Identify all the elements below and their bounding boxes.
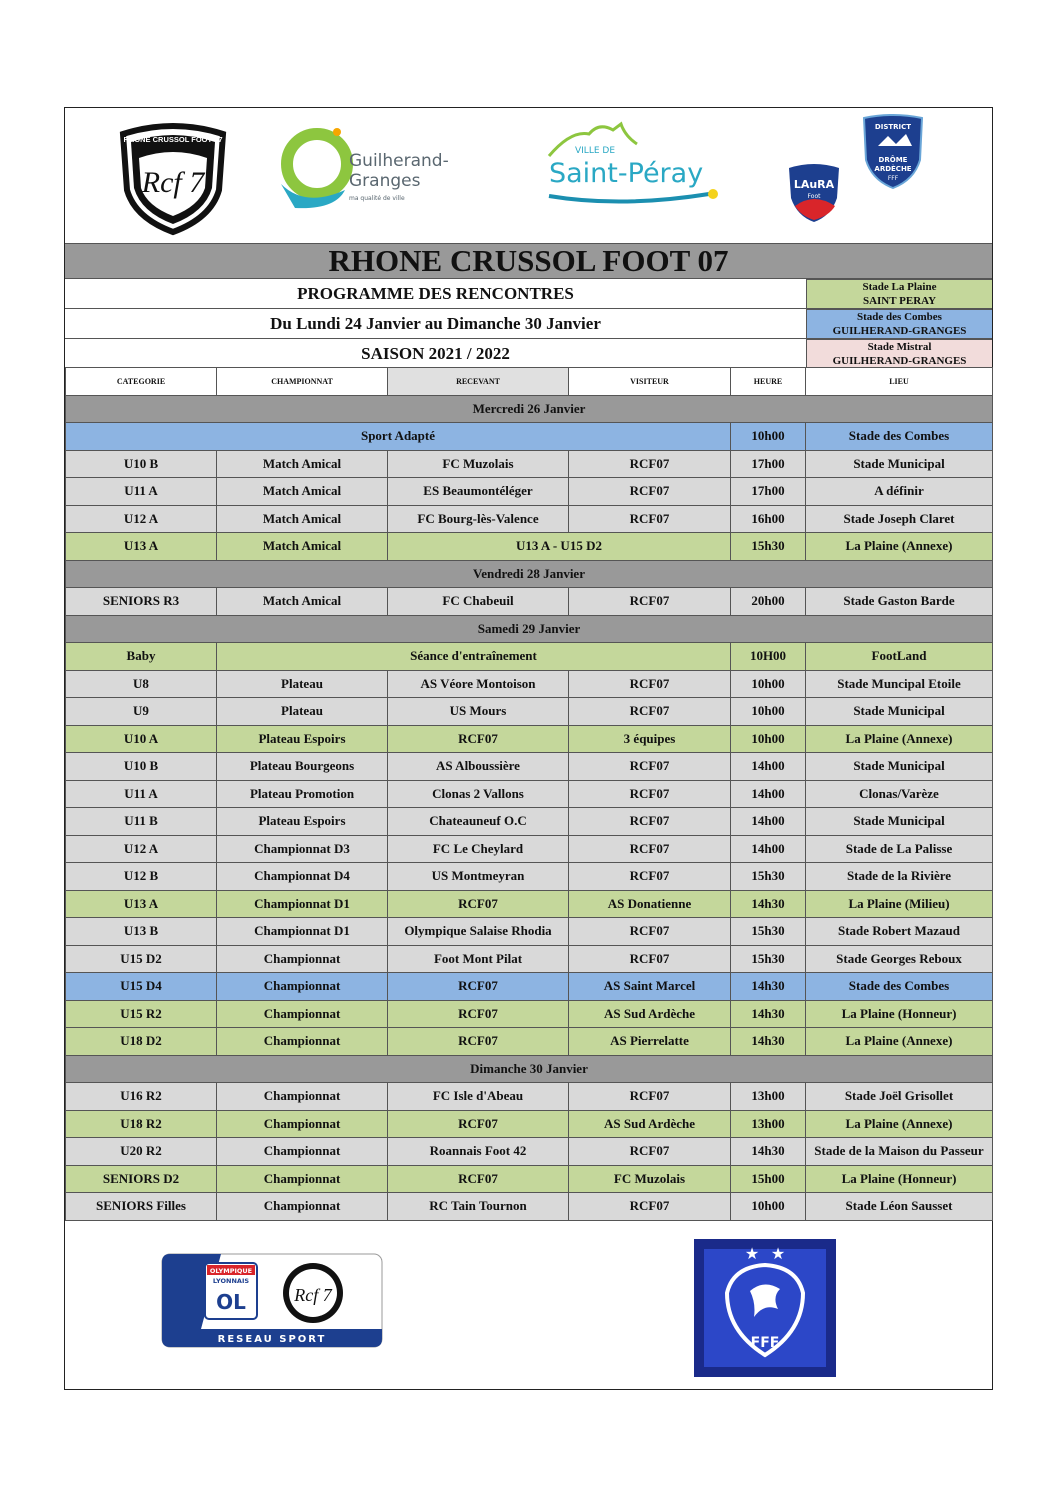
date-range: Du Lundi 24 Janvier au Dimanche 30 Janvier: [65, 309, 806, 339]
categorie-cell: U8: [66, 670, 217, 698]
club-title: RHONE CRUSSOL FOOT 07: [65, 243, 992, 279]
lieu-cell: Stade Georges Reboux: [806, 945, 993, 973]
recevant-cell: FC Le Cheylard: [388, 835, 569, 863]
lieu-cell: Stade de la Maison du Passeur: [806, 1138, 993, 1166]
heure-cell: 17h00: [731, 478, 806, 506]
lieu-cell: FootLand: [806, 643, 993, 671]
district-drome-ardeche-logo: [860, 114, 926, 190]
svg-text:VILLE DE: VILLE DE: [575, 146, 616, 156]
lieu-cell: Stade des Combes: [806, 423, 993, 451]
match-row: [66, 780, 993, 808]
championnat-cell: Championnat: [217, 1193, 388, 1221]
svg-text:DISTRICT: DISTRICT: [874, 123, 912, 131]
championnat-cell: Championnat: [217, 973, 388, 1001]
recevant-cell: ES Beaumontéléger: [388, 478, 569, 506]
recevant-cell: RCF07: [388, 973, 569, 1001]
visiteur-cell: FC Muzolais: [569, 1165, 731, 1193]
day-label: Dimanche 30 Janvier: [66, 1055, 993, 1083]
visiteur-cell: RCF07: [569, 808, 731, 836]
day-header-row: [66, 395, 993, 423]
heure-cell: 14h30: [731, 973, 806, 1001]
visiteur-cell: RCF07: [569, 670, 731, 698]
lieu-cell: Stade Joseph Claret: [806, 505, 993, 533]
lieu-cell: Clonas/Varèze: [806, 780, 993, 808]
match-row: [66, 423, 993, 451]
recevant-cell: US Montmeyran: [388, 863, 569, 891]
recevant-cell: FC Chabeuil: [388, 588, 569, 616]
visiteur-cell: RCF07: [569, 505, 731, 533]
lieu-cell: Stade Joël Grisollet: [806, 1083, 993, 1111]
activity-label: Sport Adapté: [66, 423, 731, 451]
lieu-cell: Stade Municipal: [806, 450, 993, 478]
star-icon: ★: [770, 1244, 786, 1263]
ol-reseau-sport-logo: [161, 1253, 383, 1348]
championnat-cell: Championnat D4: [217, 863, 388, 891]
match-row: [66, 698, 993, 726]
recevant-cell: RCF07: [388, 1028, 569, 1056]
heure-cell: 15h30: [731, 945, 806, 973]
day-label: Vendredi 28 Janvier: [66, 560, 993, 588]
championnat-cell: Championnat: [217, 1138, 388, 1166]
match-row: [66, 505, 993, 533]
star-icon: ★: [744, 1244, 760, 1263]
visiteur-cell: RCF07: [569, 863, 731, 891]
championnat-cell: Plateau Espoirs: [217, 808, 388, 836]
heure-cell: 14h00: [731, 808, 806, 836]
heure-cell: 14h30: [731, 1000, 806, 1028]
svg-text:OL: OL: [216, 1290, 246, 1314]
lieu-cell: La Plaine (Annexe): [806, 1110, 993, 1138]
championnat-cell: Match Amical: [217, 505, 388, 533]
championnat-cell: Plateau Espoirs: [217, 725, 388, 753]
visiteur-cell: RCF07: [569, 1138, 731, 1166]
visiteur-cell: AS Donatienne: [569, 890, 731, 918]
svg-text:RESEAU SPORT: RESEAU SPORT: [217, 1334, 327, 1345]
heure-cell: 14h00: [731, 753, 806, 781]
heure-cell: 14h30: [731, 1028, 806, 1056]
championnat-cell: Championnat: [217, 1083, 388, 1111]
match-row: [66, 478, 993, 506]
svg-text:ARDÈCHE: ARDÈCHE: [874, 165, 912, 173]
schedule-table: [65, 367, 993, 1221]
recevant-cell: Roannais Foot 42: [388, 1138, 569, 1166]
categorie-cell: U9: [66, 698, 217, 726]
categorie-cell: U15 R2: [66, 1000, 217, 1028]
categorie-cell: U13 B: [66, 918, 217, 946]
recevant-cell: FC Muzolais: [388, 450, 569, 478]
match-row: [66, 863, 993, 891]
match-row: [66, 670, 993, 698]
championnat-cell: Match Amical: [217, 533, 388, 561]
categorie-cell: U12 A: [66, 505, 217, 533]
recevant-cell: AS Véore Montoison: [388, 670, 569, 698]
lieu-cell: La Plaine (Honneur): [806, 1165, 993, 1193]
laura-foot-logo: [785, 162, 843, 224]
visiteur-cell: RCF07: [569, 918, 731, 946]
heure-cell: 10h00: [731, 725, 806, 753]
heure-cell: 16h00: [731, 505, 806, 533]
championnat-cell: Plateau Bourgeons: [217, 753, 388, 781]
visiteur-cell: AS Pierrelatte: [569, 1028, 731, 1056]
lieu-cell: Stade Léon Sausset: [806, 1193, 993, 1221]
categorie-cell: U13 A: [66, 533, 217, 561]
match-row: [66, 450, 993, 478]
programme-sheet: [64, 107, 993, 1390]
lieu-cell: Stade Municipal: [806, 698, 993, 726]
match-row: [66, 588, 993, 616]
match-row: [66, 945, 993, 973]
championnat-cell: Championnat D1: [217, 890, 388, 918]
championnat-cell: Plateau: [217, 698, 388, 726]
heure-cell: 10h00: [731, 1193, 806, 1221]
recevant-cell: RC Tain Tournon: [388, 1193, 569, 1221]
day-header-row: [66, 1055, 993, 1083]
championnat-cell: Championnat D1: [217, 918, 388, 946]
match-row: [66, 1138, 993, 1166]
categorie-cell: SENIORS D2: [66, 1165, 217, 1193]
match-row: [66, 1193, 993, 1221]
stade-legend-plaine: Stade La Plaine SAINT PERAY: [806, 279, 992, 309]
categorie-cell: U12 B: [66, 863, 217, 891]
lieu-cell: A définir: [806, 478, 993, 506]
activity-label: Séance d'entraînement: [217, 643, 731, 671]
championnat-cell: Championnat: [217, 1000, 388, 1028]
categorie-cell: SENIORS Filles: [66, 1193, 217, 1221]
categorie-cell: U13 A: [66, 890, 217, 918]
svg-text:LAuRA: LAuRA: [793, 178, 835, 191]
match-row: [66, 808, 993, 836]
heure-cell: 10h00: [731, 698, 806, 726]
lieu-cell: La Plaine (Annexe): [806, 533, 993, 561]
heure-cell: 17h00: [731, 450, 806, 478]
svg-text:LYONNAIS: LYONNAIS: [212, 1277, 250, 1285]
visiteur-cell: RCF07: [569, 945, 731, 973]
visiteur-cell: RCF07: [569, 1083, 731, 1111]
lieu-cell: La Plaine (Annexe): [806, 1028, 993, 1056]
championnat-cell: Plateau Promotion: [217, 780, 388, 808]
recevant-cell: AS Alboussière: [388, 753, 569, 781]
visiteur-cell: AS Saint Marcel: [569, 973, 731, 1001]
recevant-cell: US Mours: [388, 698, 569, 726]
svg-text:Guilherand-: Guilherand-: [349, 151, 449, 171]
lieu-cell: Stade Robert Mazaud: [806, 918, 993, 946]
heure-cell: 14h00: [731, 780, 806, 808]
championnat-cell: Championnat: [217, 1028, 388, 1056]
rcf07-monogram: Rcf 7: [141, 166, 205, 199]
col-categorie: CATEGORIE: [66, 368, 217, 396]
col-visiteur: VISITEUR: [569, 368, 731, 396]
heure-cell: 20h00: [731, 588, 806, 616]
match-row: [66, 1083, 993, 1111]
lieu-cell: Stade Muncipal Etoile: [806, 670, 993, 698]
svg-text:Granges: Granges: [349, 171, 421, 191]
lieu-cell: Stade des Combes: [806, 973, 993, 1001]
championnat-cell: Championnat: [217, 1110, 388, 1138]
column-header-row: [66, 368, 993, 396]
visiteur-cell: RCF07: [569, 588, 731, 616]
match-row: [66, 918, 993, 946]
match-row: [66, 1110, 993, 1138]
rcf07-ring-text: RHÔNE CRUSSOL FOOT 07: [123, 135, 223, 144]
visiteur-cell: RCF07: [569, 835, 731, 863]
svg-text:ma qualité de ville: ma qualité de ville: [349, 195, 405, 202]
categorie-cell: U10 B: [66, 450, 217, 478]
col-championnat: CHAMPIONNAT: [217, 368, 388, 396]
lieu-cell: Stade Municipal: [806, 808, 993, 836]
championnat-cell: Championnat: [217, 1165, 388, 1193]
visiteur-cell: AS Sud Ardèche: [569, 1110, 731, 1138]
recevant-cell: RCF07: [388, 890, 569, 918]
visiteur-cell: AS Sud Ardèche: [569, 1000, 731, 1028]
match-row: [66, 1165, 993, 1193]
heure-cell: 13h00: [731, 1083, 806, 1111]
svg-text:FFF: FFF: [887, 175, 899, 182]
lieu-cell: Stade Municipal: [806, 753, 993, 781]
categorie-cell: U18 D2: [66, 1028, 217, 1056]
visiteur-cell: RCF07: [569, 1193, 731, 1221]
visiteur-cell: 3 équipes: [569, 725, 731, 753]
match-row: [66, 753, 993, 781]
rcf07-crest-logo: [115, 120, 231, 236]
lieu-cell: Stade de La Palisse: [806, 835, 993, 863]
visiteur-cell: RCF07: [569, 450, 731, 478]
day-label: Mercredi 26 Janvier: [66, 395, 993, 423]
programme-heading: PROGRAMME DES RENCONTRES: [65, 279, 806, 309]
categorie-cell: U15 D4: [66, 973, 217, 1001]
recevant-cell: RCF07: [388, 1000, 569, 1028]
championnat-cell: Championnat D3: [217, 835, 388, 863]
recevant-cell: Foot Mont Pilat: [388, 945, 569, 973]
lieu-cell: La Plaine (Milieu): [806, 890, 993, 918]
categorie-cell: U10 A: [66, 725, 217, 753]
svg-text:OLYMPIQUE: OLYMPIQUE: [209, 1267, 253, 1275]
recevant-cell: Clonas 2 Vallons: [388, 780, 569, 808]
day-label: Samedi 29 Janvier: [66, 615, 993, 643]
stade-legend-combes: Stade des Combes GUILHERAND-GRANGES: [806, 309, 992, 339]
lieu-cell: La Plaine (Honneur): [806, 1000, 993, 1028]
heure-cell: 14h30: [731, 890, 806, 918]
categorie-cell: U15 D2: [66, 945, 217, 973]
heure-cell: 15h00: [731, 1165, 806, 1193]
categorie-cell: U16 R2: [66, 1083, 217, 1111]
categorie-cell: U18 R2: [66, 1110, 217, 1138]
stade-legend-mistral: Stade Mistral GUILHERAND-GRANGES: [806, 339, 992, 369]
lieu-cell: Stade de la Rivière: [806, 863, 993, 891]
championnat-cell: Plateau: [217, 670, 388, 698]
match-row: [66, 835, 993, 863]
saint-peray-logo: [541, 120, 731, 212]
categorie-cell: U11 A: [66, 780, 217, 808]
fff-logo: [694, 1239, 836, 1377]
svg-text:DRÔME: DRÔME: [878, 156, 908, 164]
categorie-cell: U11 A: [66, 478, 217, 506]
match-row: [66, 890, 993, 918]
recevant-cell: RCF07: [388, 1110, 569, 1138]
col-heure: HEURE: [731, 368, 806, 396]
categorie-cell: Baby: [66, 643, 217, 671]
heure-cell: 10H00: [731, 643, 806, 671]
recevant-cell: FC Bourg-lès-Valence: [388, 505, 569, 533]
svg-text:FFF: FFF: [750, 1335, 780, 1351]
match-row: [66, 643, 993, 671]
match-row: [66, 1028, 993, 1056]
recevant-cell: Olympique Salaise Rhodia: [388, 918, 569, 946]
categorie-cell: SENIORS R3: [66, 588, 217, 616]
match-row: [66, 725, 993, 753]
match-row: [66, 1000, 993, 1028]
heure-cell: 10h00: [731, 670, 806, 698]
col-recevant: RECEVANT: [388, 368, 569, 396]
match-label: U13 A - U15 D2: [388, 533, 731, 561]
match-row: [66, 533, 993, 561]
recevant-cell: Chateauneuf O.C: [388, 808, 569, 836]
visiteur-cell: RCF07: [569, 780, 731, 808]
championnat-cell: Championnat: [217, 945, 388, 973]
heure-cell: 13h00: [731, 1110, 806, 1138]
svg-text:Rcf 7: Rcf 7: [294, 1285, 332, 1305]
visiteur-cell: RCF07: [569, 478, 731, 506]
recevant-cell: FC Isle d'Abeau: [388, 1083, 569, 1111]
visiteur-cell: RCF07: [569, 753, 731, 781]
visiteur-cell: RCF07: [569, 698, 731, 726]
recevant-cell: RCF07: [388, 1165, 569, 1193]
categorie-cell: U20 R2: [66, 1138, 217, 1166]
heure-cell: 15h30: [731, 918, 806, 946]
season-label: SAISON 2021 / 2022: [65, 339, 806, 369]
categorie-cell: U10 B: [66, 753, 217, 781]
guilherand-granges-logo: [275, 126, 455, 218]
col-lieu: LIEU: [806, 368, 993, 396]
heure-cell: 15h30: [731, 533, 806, 561]
recevant-cell: RCF07: [388, 725, 569, 753]
championnat-cell: Match Amical: [217, 588, 388, 616]
lieu-cell: La Plaine (Annexe): [806, 725, 993, 753]
championnat-cell: Match Amical: [217, 478, 388, 506]
heure-cell: 15h30: [731, 863, 806, 891]
categorie-cell: U12 A: [66, 835, 217, 863]
championnat-cell: Match Amical: [217, 450, 388, 478]
heure-cell: 14h00: [731, 835, 806, 863]
heure-cell: 14h30: [731, 1138, 806, 1166]
lieu-cell: Stade Gaston Barde: [806, 588, 993, 616]
day-header-row: [66, 560, 993, 588]
day-header-row: [66, 615, 993, 643]
svg-text:Foot: Foot: [807, 193, 821, 200]
categorie-cell: U11 B: [66, 808, 217, 836]
svg-text:Saint-Péray: Saint-Péray: [549, 158, 704, 189]
match-row: [66, 973, 993, 1001]
heure-cell: 10h00: [731, 423, 806, 451]
